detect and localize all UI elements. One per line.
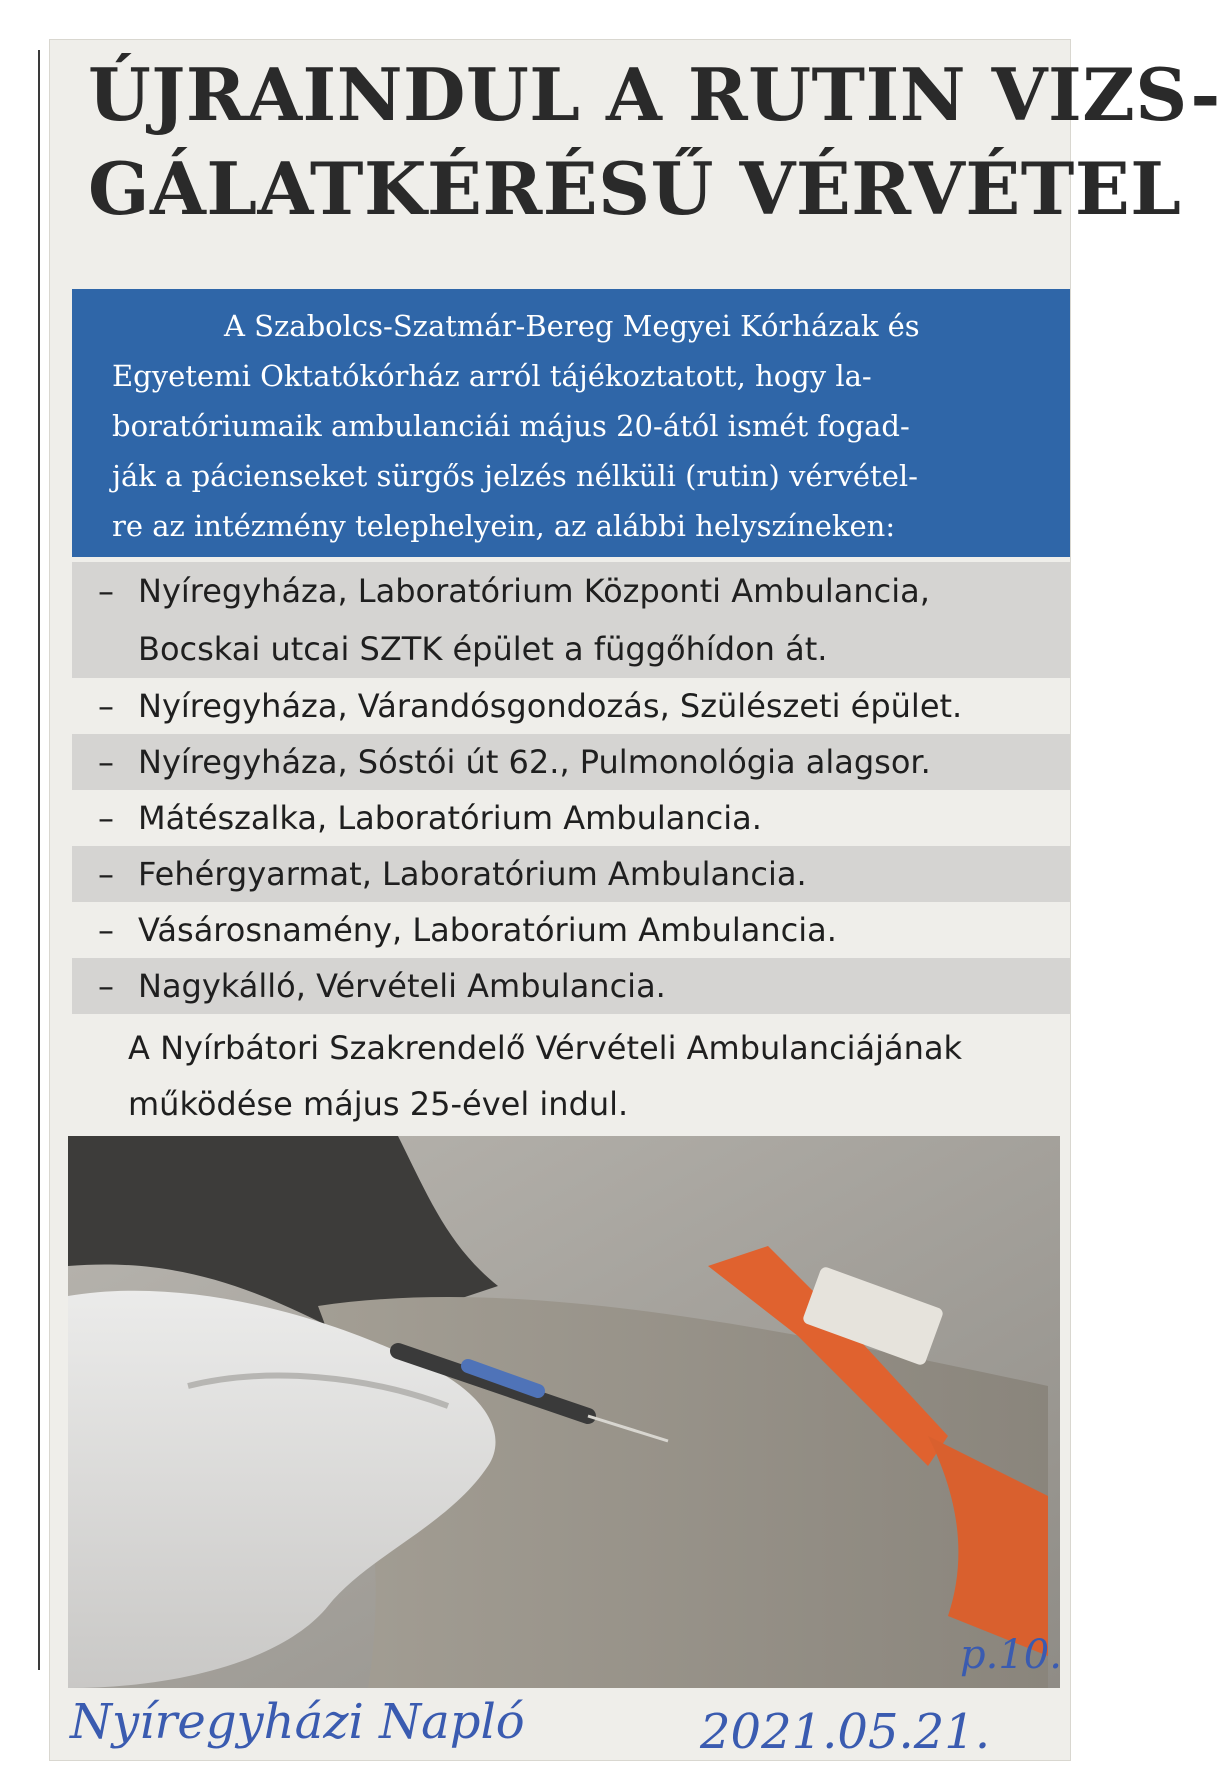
lead-line: ják a pácienseket sürgős jelzés nélküli (rutin) vérvétel-	[112, 459, 918, 493]
list-dash: –	[98, 687, 114, 725]
headline	[88, 48, 1221, 236]
list-dash: –	[98, 572, 114, 610]
list-dash: –	[98, 855, 114, 893]
column-rule	[38, 50, 40, 1670]
list-dash: –	[98, 743, 114, 781]
lead-line: re az intézmény telephelyein, az alábbi helyszíneken:	[112, 509, 896, 543]
headline-line-1: ÚJRAINDUL A RUTIN VIZS-	[88, 52, 1221, 137]
list-item	[72, 790, 1070, 846]
list-dash: –	[98, 967, 114, 1005]
location-text: Nyíregyháza, Sóstói út 62., Pulmonológia alagsor.	[138, 743, 931, 781]
handwritten-source: Nyíregyházi Napló	[70, 1694, 525, 1750]
location-text: Nagykálló, Vérvételi Ambulancia.	[138, 967, 666, 1005]
list-item	[72, 678, 1070, 734]
list-dash: –	[98, 799, 114, 837]
closing-line-2: működése május 25-ével indul.	[128, 1085, 629, 1123]
lead-line: boratóriumaik ambulanciái május 20-ától ismét fogad-	[112, 409, 910, 443]
closing-paragraph	[128, 1020, 1068, 1132]
location-text: Nyíregyháza, Laboratórium Központi Ambulancia,	[138, 572, 930, 610]
handwritten-page: p.10.	[960, 1632, 1062, 1678]
closing-line-1: A Nyírbátori Szakrendelő Vérvételi Ambulanciájának	[128, 1029, 963, 1067]
location-text: Nyíregyháza, Várandósgondozás, Szülészeti épület.	[138, 687, 963, 725]
location-text-continued: Bocskai utcai SZTK épület a függőhídon át.	[138, 630, 828, 668]
handwritten-date: 2021.05.21.	[700, 1704, 991, 1760]
location-text: Fehérgyarmat, Laboratórium Ambulancia.	[138, 855, 807, 893]
location-text: Mátészalka, Laboratórium Ambulancia.	[138, 799, 762, 837]
lead-line: A Szabolcs-Szatmár-Bereg Megyei Kórházak és	[224, 309, 920, 343]
lead-paragraph	[72, 289, 1070, 557]
list-item	[72, 958, 1070, 1014]
blood-draw-photo	[68, 1136, 1060, 1688]
list-item	[72, 846, 1070, 902]
headline-line-2: GÁLATKÉRÉSŰ VÉRVÉTEL	[88, 146, 1182, 231]
list-item	[72, 562, 1070, 678]
list-item	[72, 902, 1070, 958]
list-dash: –	[98, 911, 114, 949]
location-list	[72, 562, 1070, 1014]
list-item	[72, 734, 1070, 790]
location-text: Vásárosnamény, Laboratórium Ambulancia.	[138, 911, 837, 949]
blood-draw-illustration	[68, 1136, 1060, 1688]
lead-line: Egyetemi Oktatókórház arról tájékoztatott, hogy la-	[112, 359, 872, 393]
